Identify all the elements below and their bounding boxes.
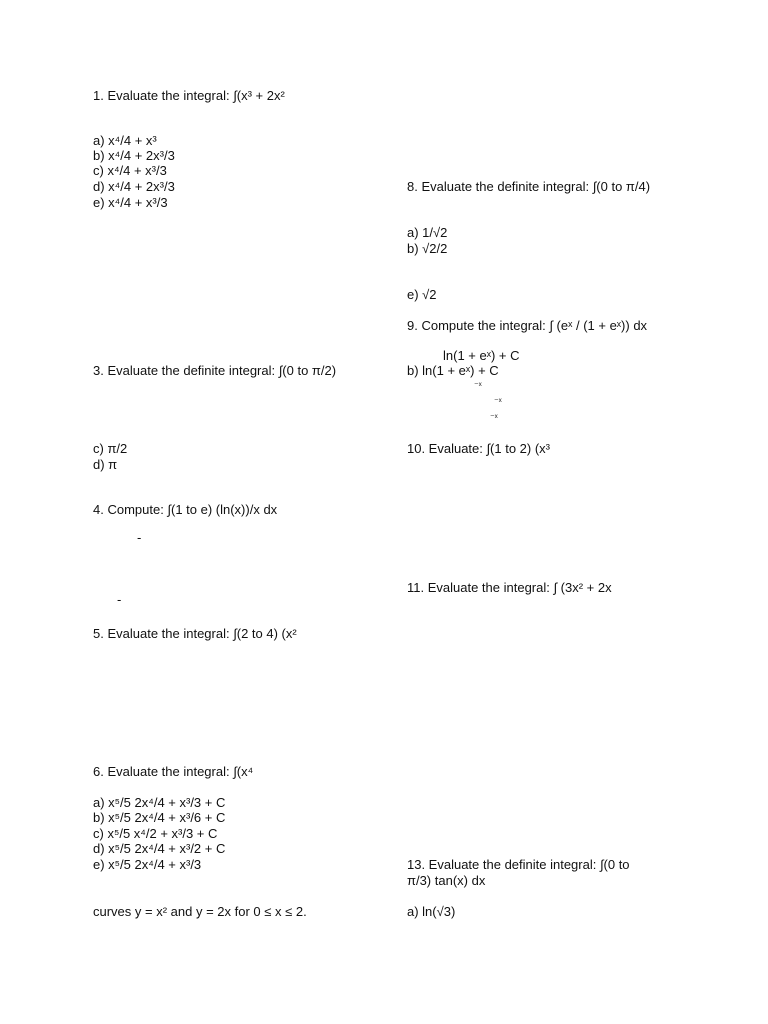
question-7-fragment: curves y = x² and y = 2x for 0 ≤ x ≤ 2. bbox=[93, 904, 307, 919]
question-3-option-c: c) π/2 bbox=[93, 441, 128, 456]
question-3-option-d: d) π bbox=[93, 457, 118, 472]
question-6-option-e: e) x⁵/5 2x⁴/4 + x³/3 bbox=[93, 857, 202, 872]
question-6-option-a: a) x⁵/5 2x⁴/4 + x³/3 + C bbox=[93, 795, 226, 810]
question-1-option-a: a) x⁴/4 + x³ bbox=[93, 133, 157, 148]
question-1-option-d: d) x⁴/4 + 2x³/3 bbox=[93, 179, 175, 194]
question-4-prompt: 4. Compute: ∫(1 to e) (ln(x))/x dx bbox=[93, 502, 278, 517]
question-13-option-a: a) ln(√3) bbox=[407, 904, 456, 919]
question-5-prompt: 5. Evaluate the integral: ∫(2 to 4) (x² bbox=[93, 626, 297, 641]
question-9-prompt: 9. Compute the integral: ∫ (eˣ / (1 + eˣ)) dx bbox=[407, 318, 648, 333]
question-13-prompt-line-2: π/3) tan(x) dx bbox=[407, 873, 486, 888]
question-1-option-c: c) x⁴/4 + x³/3 bbox=[93, 163, 167, 178]
question-9-fragment-3: ⁻ˣ bbox=[490, 412, 498, 422]
question-8-prompt: 8. Evaluate the definite integral: ∫(0 to π/4) bbox=[407, 179, 651, 194]
question-10-prompt: 10. Evaluate: ∫(1 to 2) (x³ bbox=[407, 441, 551, 456]
question-6-option-d: d) x⁵/5 2x⁴/4 + x³/2 + C bbox=[93, 841, 226, 856]
question-8-option-a: a) 1/√2 bbox=[407, 225, 448, 240]
question-9-option-a-fragment: ln(1 + eˣ) + C bbox=[443, 348, 520, 363]
question-9-fragment-2: ⁻ˣ bbox=[494, 396, 502, 406]
question-8-option-e: e) √2 bbox=[407, 287, 437, 302]
question-6-option-b: b) x⁵/5 2x⁴/4 + x³/6 + C bbox=[93, 810, 226, 825]
question-3-prompt: 3. Evaluate the definite integral: ∫(0 to π/2) bbox=[93, 363, 337, 378]
question-6-option-c: c) x⁵/5 x⁴/2 + x³/3 + C bbox=[93, 826, 218, 841]
question-13-prompt-line-1: 13. Evaluate the definite integral: ∫(0 to bbox=[407, 857, 630, 872]
question-6-prompt: 6. Evaluate the integral: ∫(x⁴ bbox=[93, 764, 254, 779]
question-1-prompt: 1. Evaluate the integral: ∫(x³ + 2x² bbox=[93, 88, 285, 103]
question-11-prompt: 11. Evaluate the integral: ∫ (3x² + 2x bbox=[407, 580, 612, 595]
question-1-option-b: b) x⁴/4 + 2x³/3 bbox=[93, 148, 175, 163]
question-9-fragment-1: ⁻ˣ bbox=[474, 380, 482, 390]
question-4-dash-mark-2: - bbox=[117, 592, 122, 607]
question-4-dash-mark: - bbox=[137, 530, 142, 545]
question-8-option-b: b) √2/2 bbox=[407, 241, 448, 256]
question-9-option-b: b) ln(1 + eˣ) + C bbox=[407, 363, 499, 378]
question-1-option-e: e) x⁴/4 + x³/3 bbox=[93, 195, 168, 210]
